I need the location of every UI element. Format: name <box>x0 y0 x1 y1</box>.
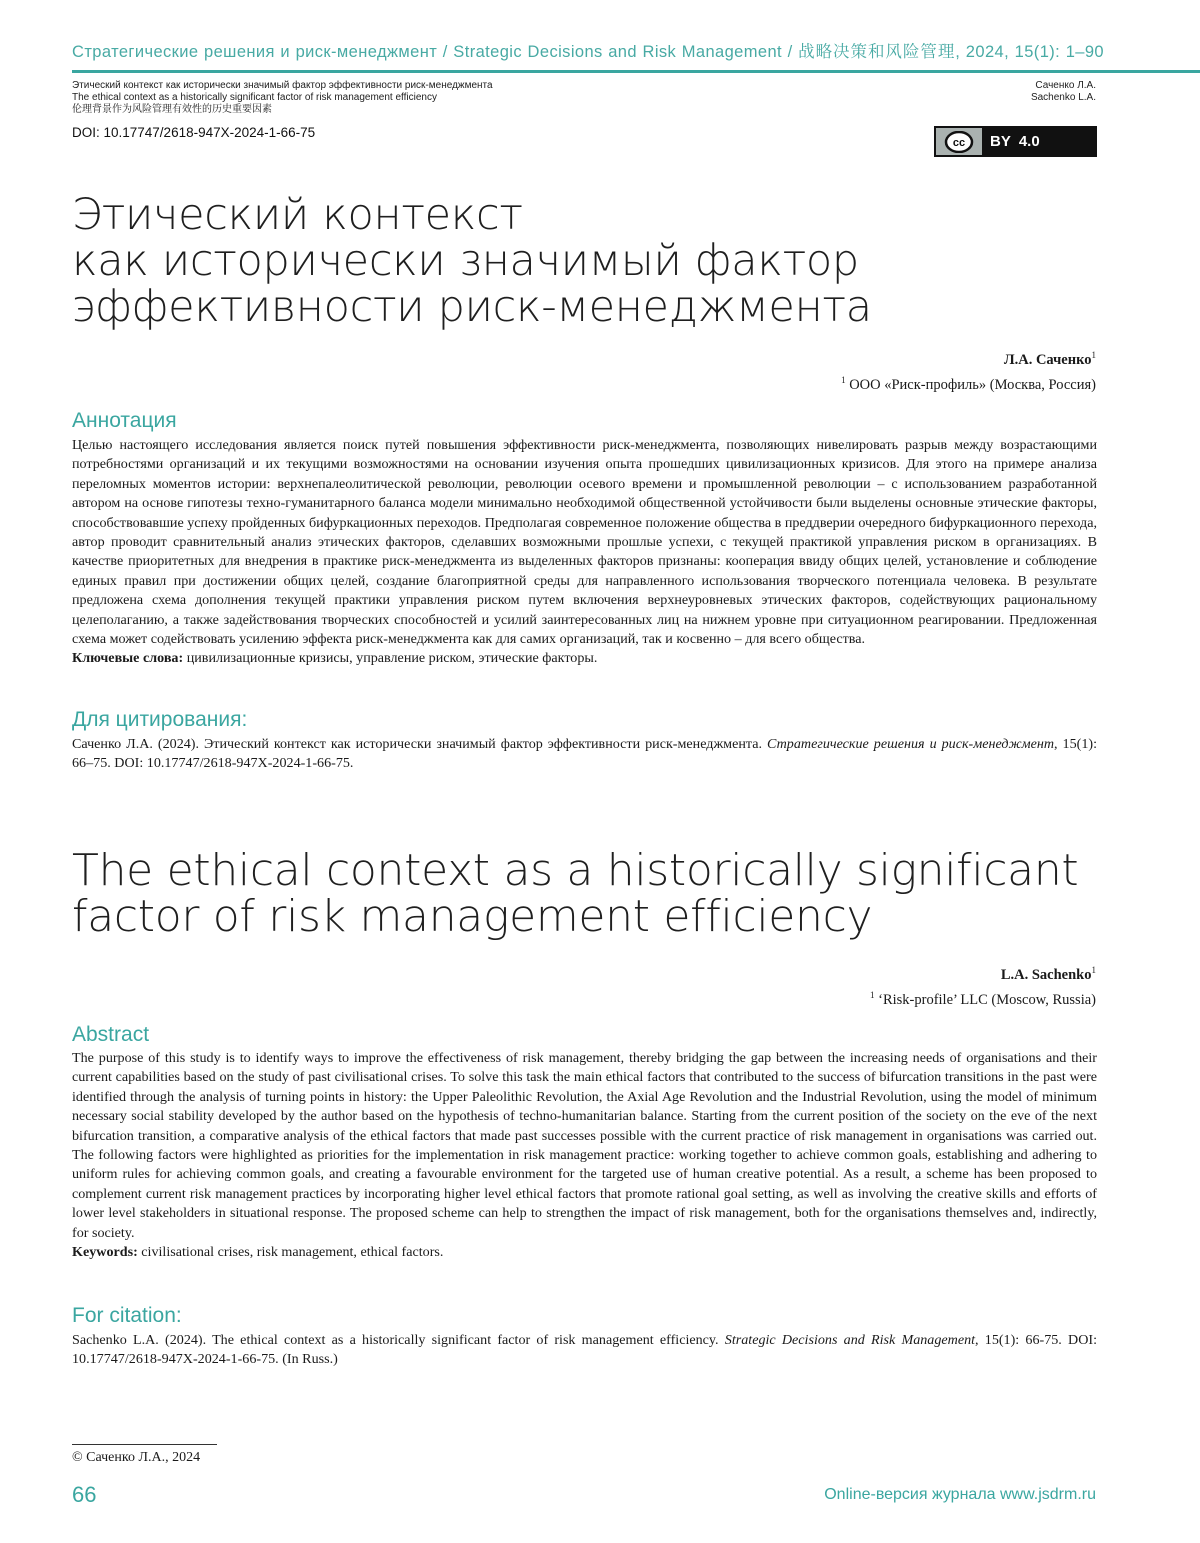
running-title-en: The ethical context as a historically significant factor of risk management efficiency <box>72 92 672 104</box>
svg-text:cc: cc <box>953 137 965 149</box>
online-version-link[interactable]: Online-версия журнала www.jsdrm.ru <box>824 1486 1096 1504</box>
title-ru-line: как исторически значимый фактор <box>72 238 1112 284</box>
citation-ru <box>72 735 1097 774</box>
running-author-en: Sachenko L.A. <box>1031 92 1096 104</box>
author-sup-ru: 1 <box>1092 350 1097 360</box>
keywords-label-en: Keywords: <box>72 1244 138 1260</box>
keywords-ru: цивилизационные кризисы, управление риском, этические факторы. <box>187 650 598 666</box>
doi: DOI: 10.17747/2618-947X-2024-1-66-75 <box>72 125 315 140</box>
running-author-ru: Саченко Л.А. <box>1031 80 1096 92</box>
running-title-zh: 伦理背景作为风险管理有效性的历史重要因素 <box>72 104 672 116</box>
abstract-text-ru: Целью настоящего исследования является поиск путей повышения эффективности риск-менеджмента, позволяющих нивелировать разрыв между возрастающими потребностями организаций и их текущими возможностями на основании изучения опыта прошедших цивилизационных кризисов. Для этого на примере анализа переломных моментов истории: верхнепалеолитической революции, революции осевого времени и промышленной революции – с использованием разработанной автором на основе гипотезы техно-гуманитарного баланса модели минимально необходимой общественной устойчивости были выделены основные этические факторы, способствовавшие успеху пройденных бифуркационных переходов. Предполагая современное положение общества в преддверии очередного бифуркационного перехода, автор проводит сравнительный анализ этических факторов, сделавших возможными прошлые успехи, с текущей практикой управления риском в организациях. В качестве приоритетных для внедрения в практике риск-менеджмента из выделенных факторов признаны: кооперация ввиду общих целей, установление и соблюдение единых правил при достижении общих целей, создание благоприятной среды для направленного использования творческого потенциала человека. В результате предложена схема дополнения текущей практики управления риском путем включения верхнеуровневых этических факторов, содействующих рациональному целеполаганию, а также задействования творческих способностей и усилий заинтересованных лиц на нижнем уровне при ситуационном реагировании. Предложенная схема может содействовать усилению эффекта риск-менеджмента как для самих организаций, так и косвенно – для всего общества. <box>72 437 1097 647</box>
title-ru-line: Этический контекст <box>72 192 1112 238</box>
running-author <box>1031 80 1096 104</box>
footnote-divider <box>72 1444 217 1445</box>
copyright: © Саченко Л.А., 2024 <box>72 1450 200 1466</box>
citation-heading-ru: Для цитирования: <box>72 708 247 732</box>
title-ru-line: эффективности риск-менеджмента <box>72 284 1112 330</box>
abstract-heading-en: Abstract <box>72 1023 149 1047</box>
license-badge[interactable] <box>934 126 1097 157</box>
license-label: BY <box>990 133 1011 150</box>
journal-header-line: Стратегические решения и риск-менеджмент / Strategic Decisions and Risk Management / 战略决策和风险管理, 2024, 15(1): 1–90 <box>72 38 1104 62</box>
license-text <box>982 128 1095 155</box>
citation-tail-ru: , 15(1): 66–75. DOI: 10.17747/2618-947X-2024-1-66-75. <box>72 736 1097 771</box>
license-version: 4.0 <box>1019 133 1040 150</box>
author-name-en: L.A. Sachenko <box>1001 967 1092 983</box>
cc-icon <box>936 128 982 155</box>
keywords-en: civilisational crises, risk management, ethical factors. <box>141 1244 443 1260</box>
author-sup-en: 1 <box>1092 965 1097 975</box>
running-title <box>72 80 672 116</box>
article-title-ru <box>72 192 1112 330</box>
abstract-ru <box>72 436 1097 669</box>
page-number: 66 <box>72 1482 96 1508</box>
running-title-ru: Этический контекст как исторически значимый фактор эффективности риск-менеджмента <box>72 80 672 92</box>
citation-tail-en: , 15(1): 66-75. DOI: 10.17747/2618-947X-2024-1-66-75. (In Russ.) <box>72 1332 1097 1367</box>
citation-plain-en: Sachenko L.A. (2024). The ethical context as a historically significant factor of risk management efficiency. <box>72 1332 719 1348</box>
author-block-en <box>870 960 1096 1010</box>
title-en-line: The ethical context as a historically significant <box>72 848 1122 894</box>
citation-plain-ru: Саченко Л.А. (2024). Этический контекст как исторически значимый фактор эффективности риск-менеджмента. <box>72 736 762 752</box>
affiliation-ru: ООО «Риск-профиль» (Москва, Россия) <box>849 377 1096 393</box>
affiliation-en: ‘Risk-profile’ LLC (Moscow, Russia) <box>878 992 1096 1008</box>
affiliation-sup-ru: 1 <box>841 375 846 385</box>
abstract-heading-ru: Аннотация <box>72 409 177 433</box>
author-block-ru <box>841 345 1096 395</box>
citation-heading-en: For citation: <box>72 1304 182 1328</box>
citation-journal-en: Strategic Decisions and Risk Management <box>725 1332 975 1348</box>
author-name-ru: Л.А. Саченко <box>1004 352 1092 368</box>
citation-en <box>72 1331 1097 1370</box>
header-divider <box>72 70 1200 73</box>
abstract-en <box>72 1049 1097 1262</box>
title-en-line: factor of risk management efficiency <box>72 894 1122 940</box>
keywords-label-ru: Ключевые слова: <box>72 650 183 666</box>
citation-journal-ru: Стратегические решения и риск-менеджмент <box>767 736 1054 752</box>
article-title-en <box>72 848 1122 940</box>
affiliation-sup-en: 1 <box>870 990 875 1000</box>
abstract-text-en: The purpose of this study is to identify ways to improve the effectiveness of risk management, thereby bridging the gap between the increasing needs of organisations and their current capabilities based on the study of past civilisational crises. To solve this task the main ethical factors that contributed to the success of bifurcation transitions in the past were identified through the analysis of turning points in history: the Upper Paleolithic Revolution, the Axial Age Revolution and the Industrial Revolution, using the model of minimum necessary social stability developed by the author based on the hypothesis of techno-humanitarian balance. Starting from the current position of the society on the eve of the next bifurcation transition, a comparative analysis of the ethical factors that made past successes possible with the current practice of risk management in organisations was carried out. The following factors were highlighted as priorities for the implementation in risk management practice: working together to achieve common goals, establishing and adhering to uniform rules for achieving common goals, and creating a favourable environment for the targeted use of human creative potential. As a result, a scheme has been proposed to complement current risk management practices by incorporating higher level ethical factors that promote rational goal setting, as well as involving the creative skills and efforts of lower level stakeholders in situational response. The proposed scheme can help to strengthen the impact of risk management, both for the organisations themselves and, indirectly, for society. <box>72 1050 1097 1241</box>
